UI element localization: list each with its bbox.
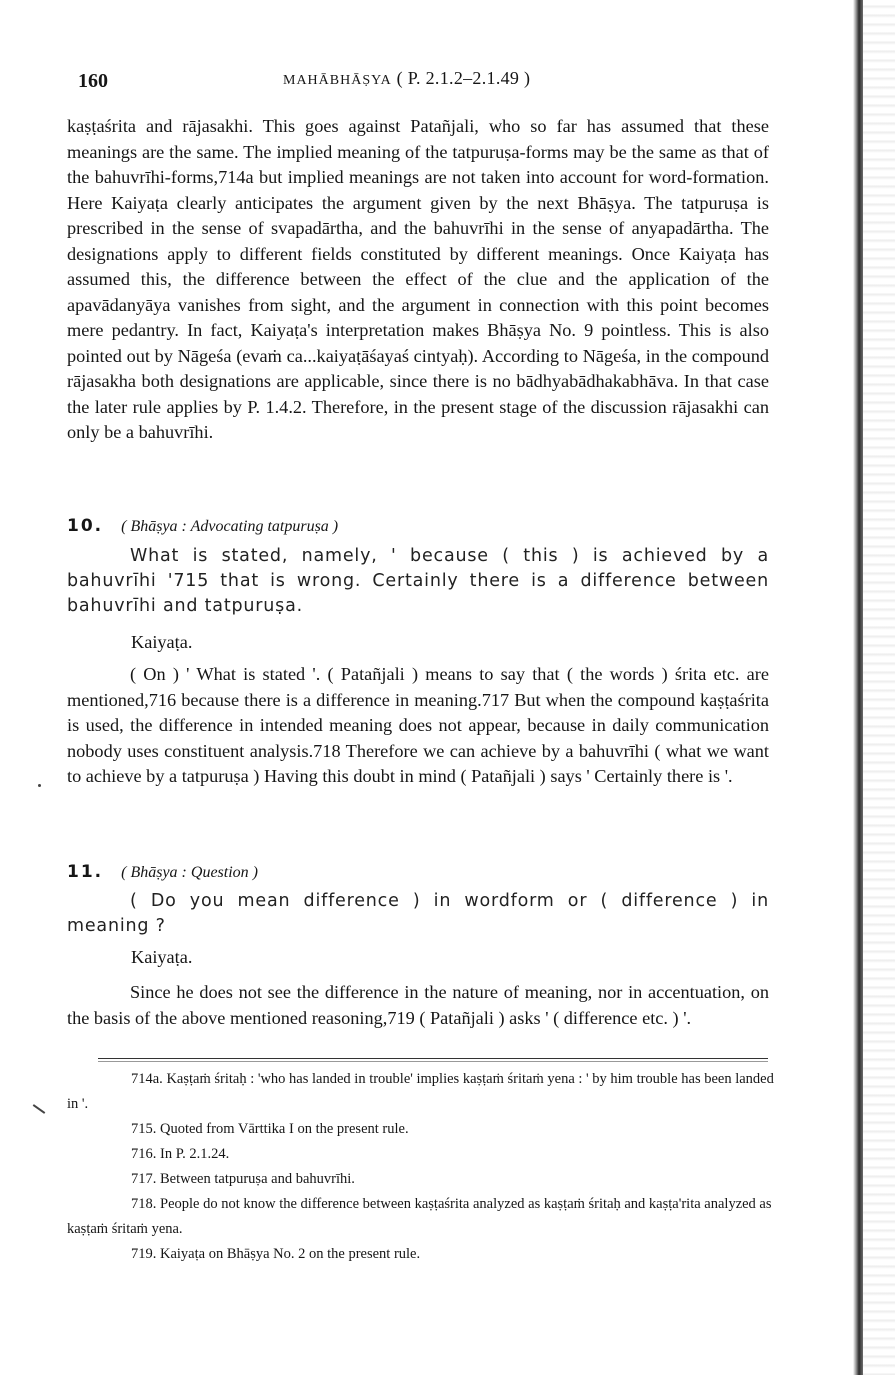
footnotes — [67, 1067, 779, 1267]
footnote-rule — [98, 1058, 768, 1059]
footnote-rule-secondary — [98, 1061, 768, 1062]
section-11-number: 11. — [67, 862, 104, 882]
footnote-number: 714a. — [131, 1071, 163, 1087]
footnote-714a — [67, 1067, 779, 1117]
running-title — [283, 68, 530, 89]
section-11-kaiyata-text: Since he does not see the difference in the nature of meaning, nor in accentuation, on the basis of the above mentioned reasoning,719 ( Patañjali ) asks ' ( difference etc. ) '. — [67, 982, 769, 1028]
section-10-bhashya-block — [67, 544, 769, 619]
footnote-text: Kaiyaṭa on Bhāṣya No. 2 on the present rule. — [160, 1246, 421, 1262]
footnote-716 — [67, 1142, 779, 1167]
intro-paragraph-block — [67, 114, 769, 446]
footnote-715 — [67, 1117, 779, 1142]
footnote-number: 718. — [131, 1196, 157, 1212]
section-10-kaiyata-text: ( On ) ' What is stated '. ( Patañjali ) means to say that ( the words ) śrita etc. are mentioned,716 because there is a difference in meaning.717 But when the compound kaṣṭaśrita is used, the difference in intended meaning does not appear, because in daily communication nobody uses constituent analysis.718 Therefore we can achieve by a bahuvrīhi ( what we want to achieve by a tatpuruṣa ) Having this doubt in mind ( Patañjali ) says ' Certainly there is '. — [67, 664, 769, 786]
footnote-717 — [67, 1167, 779, 1192]
scan-binding-shadow — [853, 0, 863, 1375]
section-10-kaiyata-block — [67, 662, 769, 790]
scan-noise — [863, 0, 895, 1375]
footnote-text: In P. 2.1.24. — [160, 1146, 230, 1162]
page-number: 160 — [78, 70, 108, 92]
work-title: MAHĀBHĀṢYA — [283, 73, 392, 88]
footnote-number: 717. — [131, 1171, 157, 1187]
footnote-text: Between tatpuruṣa and bahuvrīhi. — [160, 1171, 355, 1187]
section-11-kaiyata-label: Kaiyaṭa. — [131, 947, 193, 967]
section-10-bhashya: What is stated, namely, ' because ( this ) is achieved by a bahuvrīhi '715 that is wrong. Certainly there is a difference between bahuvrīhi and tatpuruṣa. — [67, 546, 769, 616]
section-10-kaiyata-label: Kaiyaṭa. — [131, 632, 193, 652]
footnote-number: 716. — [131, 1146, 157, 1162]
section-11-heading — [67, 862, 258, 882]
section-10-title: ( Bhāṣya : Advocating tatpuruṣa ) — [121, 518, 339, 535]
section-11-kaiyata-block — [67, 980, 769, 1031]
rule-range: ( P. 2.1.2–2.1.49 ) — [396, 68, 531, 88]
intro-paragraph: kaṣṭaśrita and rājasakhi. This goes against Patañjali, who so far has assumed that these meanings are the same. The implied meaning of the tatpuruṣa-forms may be the same as that of the bahuvrīhi-forms,714a but implied meanings are not taken into account for word-formation. Here Kaiyaṭa clearly anticipates the argument given by the next Bhāṣya. The tatpuruṣa is prescribed in the sense of svapadārtha, and the bahuvrīhi in the sense of anyapadārtha. The designations apply to different fields constituted by different meanings. Once Kaiyaṭa has assumed this, the difference between the effect of the clue and the application of the apavādanyāya vanishes from sight, and the argument in connection with this point becomes mere pedantry. In fact, Kaiyaṭa's interpretation makes Bhāṣya No. 9 pointless. This is also pointed out by Nāgeśa (evaṁ ca...kaiyaṭāśayaś cintyaḥ). According to Nāgeśa, in the compound rājasakha both designations are applicable, since there is no bādhyabādhakabhāva. In that case the later rule applies by P. 1.4.2. Therefore, in the present stage of the discussion rājasakhi can only be a bahuvrīhi. — [67, 116, 769, 442]
scan-speck — [33, 1104, 46, 1114]
section-10-heading — [67, 516, 338, 536]
scan-speck — [38, 784, 41, 787]
section-11-bhashya: ( Do you mean difference ) in wordform or ( difference ) in meaning ? — [67, 891, 769, 936]
footnote-text: People do not know the difference between kaṣṭaśrita analyzed as kaṣṭaṁ śritaḥ and kaṣṭa'rita analyzed as kaṣṭaṁ śritaṁ yena. — [67, 1196, 772, 1237]
footnote-718 — [67, 1192, 779, 1242]
footnote-number: 719. — [131, 1246, 157, 1262]
footnote-text: Quoted from Vārttika I on the present rule. — [160, 1121, 409, 1137]
section-11-title: ( Bhāṣya : Question ) — [121, 864, 258, 881]
section-11-bhashya-block — [67, 889, 769, 939]
footnote-719 — [67, 1242, 779, 1267]
footnote-text: Kaṣṭaṁ śritaḥ : 'who has landed in trouble' implies kaṣṭaṁ śritaṁ yena : ' by him trouble has been landed in '. — [67, 1071, 774, 1112]
footnote-number: 715. — [131, 1121, 157, 1137]
section-10-number: 10. — [67, 516, 104, 536]
